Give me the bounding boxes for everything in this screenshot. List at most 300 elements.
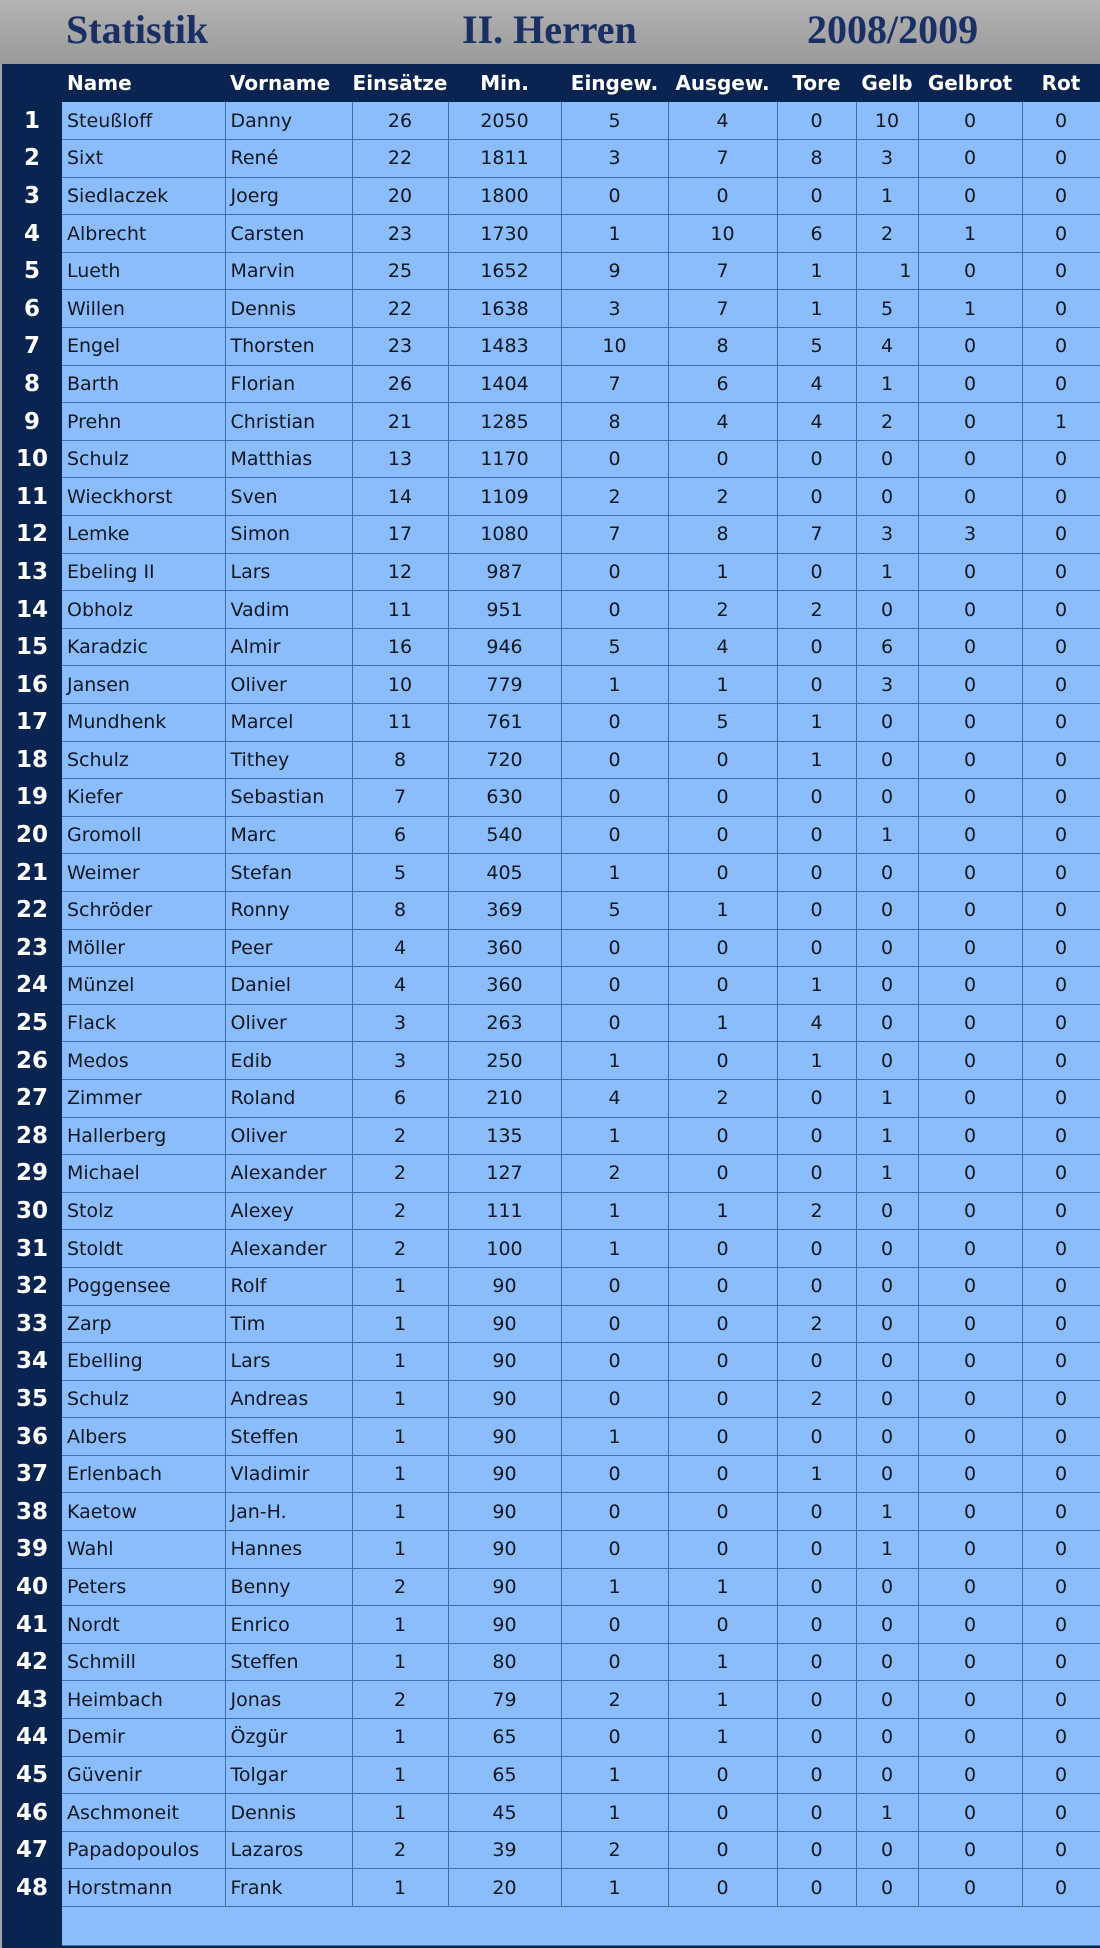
minuten: 720 xyxy=(448,741,561,779)
row-rank: 29 xyxy=(2,1155,62,1193)
ausgewechselt: 0 xyxy=(668,1343,777,1381)
ausgewechselt: 1 xyxy=(668,891,777,929)
rot: 0 xyxy=(1022,1831,1100,1869)
gelbrot: 0 xyxy=(918,1192,1022,1230)
player-vorname: Carsten xyxy=(225,215,352,253)
eingewechselt: 0 xyxy=(561,741,668,779)
einsaetze: 11 xyxy=(352,591,448,629)
gelbrot: 0 xyxy=(918,1418,1022,1456)
minuten: 127 xyxy=(448,1155,561,1193)
gelbrot: 0 xyxy=(918,1681,1022,1719)
player-name: Engel xyxy=(62,328,225,366)
rot: 0 xyxy=(1022,1643,1100,1681)
rot: 0 xyxy=(1022,628,1100,666)
eingewechselt: 0 xyxy=(561,1455,668,1493)
einsaetze: 2 xyxy=(352,1831,448,1869)
player-name: Schmill xyxy=(62,1643,225,1681)
einsaetze: 1 xyxy=(352,1380,448,1418)
table-row xyxy=(2,1643,1100,1681)
table-row xyxy=(2,328,1100,366)
tore: 6 xyxy=(777,215,856,253)
tore: 0 xyxy=(777,929,856,967)
tore: 0 xyxy=(777,1681,856,1719)
player-name: Flack xyxy=(62,1004,225,1042)
gelb: 0 xyxy=(856,891,918,929)
ausgewechselt: 0 xyxy=(668,1230,777,1268)
row-rank: 12 xyxy=(2,516,62,554)
gelbrot: 0 xyxy=(918,704,1022,742)
row-rank: 36 xyxy=(2,1418,62,1456)
rot: 0 xyxy=(1022,440,1100,478)
rot: 0 xyxy=(1022,328,1100,366)
ausgewechselt: 1 xyxy=(668,1004,777,1042)
eingewechselt: 10 xyxy=(561,328,668,366)
ausgewechselt: 2 xyxy=(668,591,777,629)
eingewechselt: 0 xyxy=(561,929,668,967)
minuten: 1730 xyxy=(448,215,561,253)
player-vorname: Christian xyxy=(225,403,352,441)
row-rank: 5 xyxy=(2,252,62,290)
tore: 0 xyxy=(777,102,856,140)
player-vorname: Simon xyxy=(225,516,352,554)
einsaetze: 4 xyxy=(352,967,448,1005)
einsaetze: 1 xyxy=(352,1531,448,1569)
gelbrot: 0 xyxy=(918,1455,1022,1493)
ausgewechselt: 4 xyxy=(668,403,777,441)
tore: 0 xyxy=(777,1643,856,1681)
ausgewechselt: 0 xyxy=(668,1455,777,1493)
season-label: 2008/2009 xyxy=(807,7,979,52)
gelbrot: 0 xyxy=(918,478,1022,516)
eingewechselt: 1 xyxy=(561,1756,668,1794)
player-name: Zarp xyxy=(62,1305,225,1343)
tore: 4 xyxy=(777,1004,856,1042)
ausgewechselt: 1 xyxy=(668,553,777,591)
gelbrot: 0 xyxy=(918,1493,1022,1531)
tore: 0 xyxy=(777,854,856,892)
row-rank: 28 xyxy=(2,1117,62,1155)
einsaetze: 1 xyxy=(352,1643,448,1681)
tore: 0 xyxy=(777,1831,856,1869)
rot: 1 xyxy=(1022,403,1100,441)
minuten: 90 xyxy=(448,1531,561,1569)
header-rank xyxy=(2,64,62,102)
row-rank: 8 xyxy=(2,365,62,403)
table-row xyxy=(2,741,1100,779)
rot: 0 xyxy=(1022,1681,1100,1719)
eingewechselt: 8 xyxy=(561,403,668,441)
row-rank: 37 xyxy=(2,1455,62,1493)
header-rot: Rot xyxy=(1022,64,1100,102)
gelb: 0 xyxy=(856,1606,918,1644)
ausgewechselt: 5 xyxy=(668,704,777,742)
tore: 2 xyxy=(777,1192,856,1230)
gelbrot: 0 xyxy=(918,1305,1022,1343)
gelb: 1 xyxy=(856,1531,918,1569)
minuten: 951 xyxy=(448,591,561,629)
rot: 0 xyxy=(1022,591,1100,629)
row-rank: 22 xyxy=(2,891,62,929)
player-name: Mundhenk xyxy=(62,704,225,742)
gelbrot: 0 xyxy=(918,741,1022,779)
eingewechselt: 7 xyxy=(561,516,668,554)
minuten: 250 xyxy=(448,1042,561,1080)
einsaetze: 14 xyxy=(352,478,448,516)
einsaetze: 3 xyxy=(352,1042,448,1080)
eingewechselt: 0 xyxy=(561,704,668,742)
row-rank: 25 xyxy=(2,1004,62,1042)
eingewechselt: 0 xyxy=(561,1719,668,1757)
tore: 4 xyxy=(777,403,856,441)
tore: 0 xyxy=(777,1117,856,1155)
minuten: 90 xyxy=(448,1455,561,1493)
ausgewechselt: 1 xyxy=(668,666,777,704)
ausgewechselt: 8 xyxy=(668,516,777,554)
einsaetze: 1 xyxy=(352,1305,448,1343)
statistics-table xyxy=(2,64,1100,1946)
gelb: 0 xyxy=(856,1455,918,1493)
player-name: Prehn xyxy=(62,403,225,441)
table-row xyxy=(2,1756,1100,1794)
gelb: 1 xyxy=(856,553,918,591)
rot: 0 xyxy=(1022,1794,1100,1832)
eingewechselt: 3 xyxy=(561,140,668,178)
player-vorname: Jan-H. xyxy=(225,1493,352,1531)
ausgewechselt: 0 xyxy=(668,816,777,854)
row-rank: 2 xyxy=(2,140,62,178)
player-name: Sixt xyxy=(62,140,225,178)
minuten: 1080 xyxy=(448,516,561,554)
player-vorname: Marcel xyxy=(225,704,352,742)
minuten: 405 xyxy=(448,854,561,892)
player-vorname: Alexey xyxy=(225,1192,352,1230)
player-vorname: Alexander xyxy=(225,1230,352,1268)
einsaetze: 1 xyxy=(352,1794,448,1832)
gelb: 3 xyxy=(856,516,918,554)
player-vorname: Steffen xyxy=(225,1418,352,1456)
player-name: Obholz xyxy=(62,591,225,629)
player-vorname: Alexander xyxy=(225,1155,352,1193)
tore: 0 xyxy=(777,1493,856,1531)
header-tore: Tore xyxy=(777,64,856,102)
row-rank: 41 xyxy=(2,1606,62,1644)
row-rank: 24 xyxy=(2,967,62,1005)
table-row xyxy=(2,1869,1100,1907)
player-vorname: Sven xyxy=(225,478,352,516)
player-name: Ebelling xyxy=(62,1343,225,1381)
minuten: 90 xyxy=(448,1380,561,1418)
player-name: Lemke xyxy=(62,516,225,554)
table-row xyxy=(2,1305,1100,1343)
minuten: 779 xyxy=(448,666,561,704)
einsaetze: 2 xyxy=(352,1155,448,1193)
table-row xyxy=(2,591,1100,629)
tore: 2 xyxy=(777,1305,856,1343)
page-title: Statistik xyxy=(66,7,209,52)
player-name: Schulz xyxy=(62,440,225,478)
player-vorname: Stefan xyxy=(225,854,352,892)
einsaetze: 3 xyxy=(352,1004,448,1042)
table-row xyxy=(2,1343,1100,1381)
gelb: 1 xyxy=(856,1794,918,1832)
minuten: 360 xyxy=(448,967,561,1005)
gelbrot: 0 xyxy=(918,1606,1022,1644)
eingewechselt: 0 xyxy=(561,1531,668,1569)
gelbrot: 0 xyxy=(918,1042,1022,1080)
ausgewechselt: 0 xyxy=(668,1305,777,1343)
gelb: 4 xyxy=(856,328,918,366)
player-vorname: Andreas xyxy=(225,1380,352,1418)
row-rank: 15 xyxy=(2,628,62,666)
einsaetze: 5 xyxy=(352,854,448,892)
table-row xyxy=(2,440,1100,478)
rot: 0 xyxy=(1022,1042,1100,1080)
row-rank: 17 xyxy=(2,704,62,742)
rot: 0 xyxy=(1022,478,1100,516)
row-rank: 38 xyxy=(2,1493,62,1531)
row-rank: 10 xyxy=(2,440,62,478)
row-rank: 34 xyxy=(2,1343,62,1381)
player-name: Heimbach xyxy=(62,1681,225,1719)
ausgewechselt: 1 xyxy=(668,1643,777,1681)
eingewechselt: 1 xyxy=(561,1117,668,1155)
tore: 0 xyxy=(777,1756,856,1794)
player-vorname: René xyxy=(225,140,352,178)
player-name: Albrecht xyxy=(62,215,225,253)
player-name: Demir xyxy=(62,1719,225,1757)
gelbrot: 0 xyxy=(918,891,1022,929)
minuten: 1652 xyxy=(448,252,561,290)
player-name: Medos xyxy=(62,1042,225,1080)
table-body xyxy=(2,102,1100,1946)
gelbrot: 0 xyxy=(918,1155,1022,1193)
einsaetze: 1 xyxy=(352,1869,448,1907)
player-name: Papadopoulos xyxy=(62,1831,225,1869)
ausgewechselt: 0 xyxy=(668,1267,777,1305)
gelb: 0 xyxy=(856,1267,918,1305)
empty-row xyxy=(2,1907,1100,1946)
row-rank: 42 xyxy=(2,1643,62,1681)
rot: 0 xyxy=(1022,1455,1100,1493)
ausgewechselt: 0 xyxy=(668,1756,777,1794)
minuten: 540 xyxy=(448,816,561,854)
gelbrot: 0 xyxy=(918,102,1022,140)
player-name: Schröder xyxy=(62,891,225,929)
gelbrot: 0 xyxy=(918,1343,1022,1381)
player-vorname: Roland xyxy=(225,1079,352,1117)
einsaetze: 10 xyxy=(352,666,448,704)
eingewechselt: 0 xyxy=(561,967,668,1005)
header-ausgewechselt: Ausgew. xyxy=(668,64,777,102)
eingewechselt: 0 xyxy=(561,177,668,215)
gelbrot: 0 xyxy=(918,553,1022,591)
rot: 0 xyxy=(1022,290,1100,328)
table-row xyxy=(2,1042,1100,1080)
rot: 0 xyxy=(1022,1155,1100,1193)
player-name: Peters xyxy=(62,1568,225,1606)
player-vorname: Vadim xyxy=(225,591,352,629)
ausgewechselt: 1 xyxy=(668,1568,777,1606)
rot: 0 xyxy=(1022,215,1100,253)
player-name: Aschmoneit xyxy=(62,1794,225,1832)
tore: 1 xyxy=(777,1042,856,1080)
table-row xyxy=(2,854,1100,892)
rot: 0 xyxy=(1022,1004,1100,1042)
eingewechselt: 5 xyxy=(561,891,668,929)
tore: 0 xyxy=(777,1568,856,1606)
player-name: Michael xyxy=(62,1155,225,1193)
player-name: Kaetow xyxy=(62,1493,225,1531)
table-row xyxy=(2,403,1100,441)
row-rank: 6 xyxy=(2,290,62,328)
eingewechselt: 1 xyxy=(561,1192,668,1230)
rot: 0 xyxy=(1022,1305,1100,1343)
ausgewechselt: 0 xyxy=(668,1380,777,1418)
gelb: 1 xyxy=(856,177,918,215)
eingewechselt: 4 xyxy=(561,1079,668,1117)
rot: 0 xyxy=(1022,704,1100,742)
tore: 0 xyxy=(777,1079,856,1117)
einsaetze: 6 xyxy=(352,816,448,854)
gelb: 3 xyxy=(856,140,918,178)
gelbrot: 0 xyxy=(918,779,1022,817)
table-row xyxy=(2,1831,1100,1869)
player-name: Steußloff xyxy=(62,102,225,140)
eingewechselt: 1 xyxy=(561,1418,668,1456)
einsaetze: 13 xyxy=(352,440,448,478)
player-vorname: Almir xyxy=(225,628,352,666)
einsaetze: 22 xyxy=(352,290,448,328)
ausgewechselt: 4 xyxy=(668,628,777,666)
table-row xyxy=(2,967,1100,1005)
player-vorname: Hannes xyxy=(225,1531,352,1569)
gelbrot: 0 xyxy=(918,1831,1022,1869)
eingewechselt: 1 xyxy=(561,666,668,704)
row-rank: 26 xyxy=(2,1042,62,1080)
eingewechselt: 2 xyxy=(561,1681,668,1719)
player-vorname: Florian xyxy=(225,365,352,403)
tore: 2 xyxy=(777,591,856,629)
minuten: 1285 xyxy=(448,403,561,441)
tore: 0 xyxy=(777,1869,856,1907)
eingewechselt: 7 xyxy=(561,365,668,403)
gelbrot: 0 xyxy=(918,1079,1022,1117)
player-vorname: Oliver xyxy=(225,666,352,704)
eingewechselt: 1 xyxy=(561,1042,668,1080)
rot: 0 xyxy=(1022,102,1100,140)
eingewechselt: 0 xyxy=(561,1343,668,1381)
player-name: Weimer xyxy=(62,854,225,892)
minuten: 90 xyxy=(448,1493,561,1531)
einsaetze: 26 xyxy=(352,365,448,403)
ausgewechselt: 0 xyxy=(668,440,777,478)
gelb: 0 xyxy=(856,591,918,629)
einsaetze: 8 xyxy=(352,741,448,779)
rot: 0 xyxy=(1022,1418,1100,1456)
ausgewechselt: 0 xyxy=(668,1117,777,1155)
rot: 0 xyxy=(1022,1531,1100,1569)
table-row xyxy=(2,1493,1100,1531)
tore: 0 xyxy=(777,816,856,854)
eingewechselt: 0 xyxy=(561,1606,668,1644)
gelbrot: 0 xyxy=(918,1719,1022,1757)
table-row xyxy=(2,177,1100,215)
player-vorname: Marvin xyxy=(225,252,352,290)
eingewechselt: 1 xyxy=(561,1230,668,1268)
rot: 0 xyxy=(1022,1606,1100,1644)
player-name: Horstmann xyxy=(62,1869,225,1907)
gelbrot: 0 xyxy=(918,1380,1022,1418)
gelb: 0 xyxy=(856,440,918,478)
table-row xyxy=(2,478,1100,516)
tore: 5 xyxy=(777,328,856,366)
row-rank: 16 xyxy=(2,666,62,704)
row-rank xyxy=(2,1907,62,1946)
player-name: Albers xyxy=(62,1418,225,1456)
tore: 0 xyxy=(777,177,856,215)
gelbrot: 0 xyxy=(918,1794,1022,1832)
einsaetze: 26 xyxy=(352,102,448,140)
minuten: 135 xyxy=(448,1117,561,1155)
row-rank: 31 xyxy=(2,1230,62,1268)
rot: 0 xyxy=(1022,1869,1100,1907)
gelbrot: 0 xyxy=(918,177,1022,215)
eingewechselt: 0 xyxy=(561,1380,668,1418)
rot: 0 xyxy=(1022,1380,1100,1418)
gelbrot: 0 xyxy=(918,1869,1022,1907)
rot: 0 xyxy=(1022,929,1100,967)
einsaetze: 23 xyxy=(352,215,448,253)
table-row xyxy=(2,290,1100,328)
tore: 0 xyxy=(777,779,856,817)
gelbrot: 0 xyxy=(918,1568,1022,1606)
player-name: Hallerberg xyxy=(62,1117,225,1155)
player-vorname: Danny xyxy=(225,102,352,140)
table-row xyxy=(2,1568,1100,1606)
header-gelb: Gelb xyxy=(856,64,918,102)
player-name: Kiefer xyxy=(62,779,225,817)
ausgewechselt: 2 xyxy=(668,478,777,516)
tore: 0 xyxy=(777,1606,856,1644)
minuten: 630 xyxy=(448,779,561,817)
row-rank: 44 xyxy=(2,1719,62,1757)
einsaetze: 7 xyxy=(352,779,448,817)
gelb: 2 xyxy=(856,215,918,253)
player-vorname: Vladimir xyxy=(225,1455,352,1493)
table-row xyxy=(2,666,1100,704)
row-rank: 40 xyxy=(2,1568,62,1606)
player-name: Erlenbach xyxy=(62,1455,225,1493)
player-name: Güvenir xyxy=(62,1756,225,1794)
minuten: 369 xyxy=(448,891,561,929)
minuten: 210 xyxy=(448,1079,561,1117)
gelbrot: 0 xyxy=(918,252,1022,290)
gelb: 0 xyxy=(856,1380,918,1418)
einsaetze: 23 xyxy=(352,328,448,366)
table-row xyxy=(2,1192,1100,1230)
ausgewechselt: 0 xyxy=(668,1155,777,1193)
player-name: Willen xyxy=(62,290,225,328)
table-row xyxy=(2,1155,1100,1193)
page-header xyxy=(0,0,1100,64)
player-vorname: Oliver xyxy=(225,1117,352,1155)
table-row xyxy=(2,1531,1100,1569)
player-vorname: Tolgar xyxy=(225,1756,352,1794)
table-row xyxy=(2,516,1100,554)
gelbrot: 0 xyxy=(918,1230,1022,1268)
player-name: Siedlaczek xyxy=(62,177,225,215)
tore: 0 xyxy=(777,1343,856,1381)
